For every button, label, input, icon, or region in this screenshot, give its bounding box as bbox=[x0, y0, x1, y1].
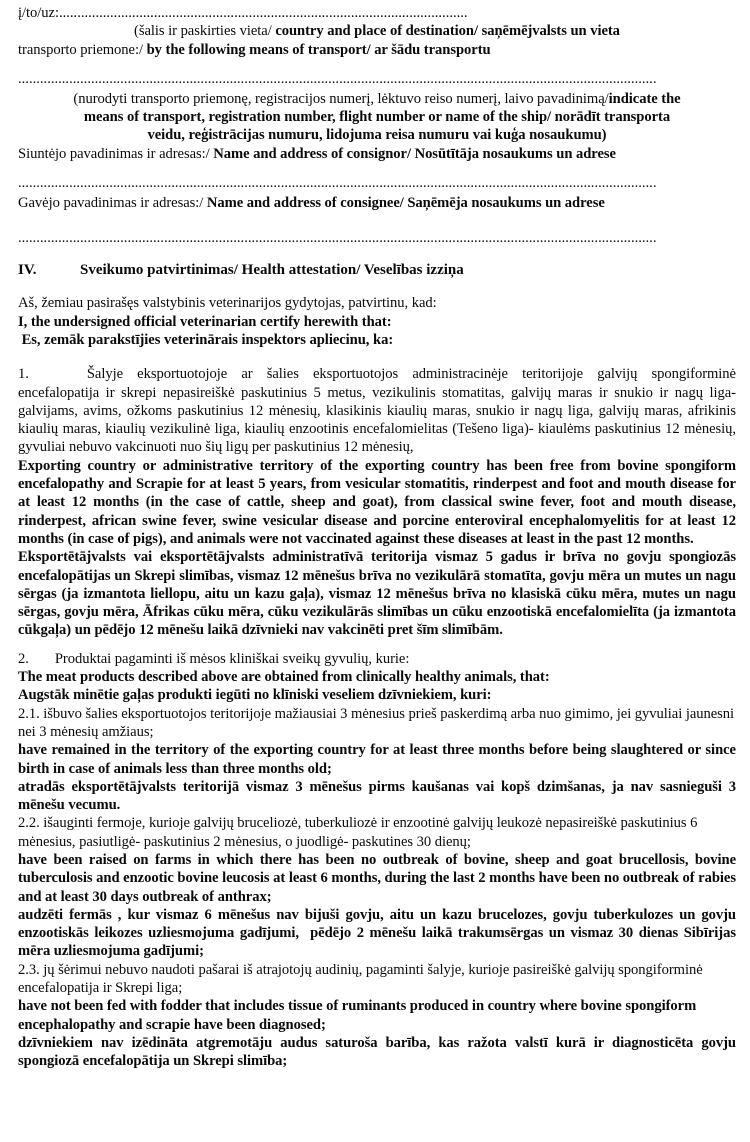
subclause-2-1-lt bbox=[18, 705, 736, 742]
clause-2-lv: Augstāk minētie gaļas produkti iegūti no klīniski veseliem dzīvniekiem, kuri: bbox=[18, 687, 492, 704]
consignor-label-en: Name and address of consignor/ Nosūtītāja nosaukums un adrese bbox=[213, 145, 616, 162]
subclause-2-3-text-lt: jų šėrimui nebuvo naudoti pašarai iš atrajotojų audinių, pagaminti šalyje, kurioje pasireiškė galvijų spongiforminė encefalopatija ir Skrepi liga; bbox=[18, 961, 707, 997]
consignee-label-lt: Gavėjo pavadinimas ir adresas:/ bbox=[18, 195, 207, 212]
destination-caption bbox=[18, 22, 736, 40]
transport-dotted-rule: ............................................................................................................................................................................... bbox=[18, 72, 657, 86]
consignee-dotted-rule: ............................................................................................................................................................................... bbox=[18, 232, 657, 246]
spacer bbox=[18, 349, 736, 365]
subclause-2-2-lt bbox=[18, 814, 736, 851]
subclause-2-3-number: 2.3. bbox=[18, 961, 40, 978]
clause-1-en: Exporting country or administrative territory of the exporting country has been free from bovine spongiform encefalopathy and Scrapie for at least 5 years, from vesicular stomatitis, rinderpest and foot and mouth disease for at least 12 months (in the case of cattle, sheep and goat), from classical swine fever, foot and mouth disease, rinderpest, african swine fever, swine vesicular disease and porcine enteroviral encephalomyelitis for at least 12 months (in case of pigs), and animals were not vaccinated against these diseases at least in the past 12 months. bbox=[18, 457, 740, 547]
spacer bbox=[18, 245, 736, 261]
to-label: į/to/uz: bbox=[18, 5, 59, 21]
subclause-2-2-number: 2.2. bbox=[18, 815, 40, 832]
consignor-dotted-rule: ............................................................................................................................................................................... bbox=[18, 177, 657, 191]
subclause-2-3-en: have not been fed with fodder that includes tissue of ruminants produced in country where bovine spongiform encephalopathy and scrapie have been diagnosed; bbox=[18, 998, 700, 1033]
to-dots: ................................................................................................................ bbox=[58, 5, 468, 21]
clause-2-text-lt: Produktai pagaminti iš mėsos kliniškai sveikų gyvulių, kurie: bbox=[54, 650, 410, 667]
section-title: Sveikumo patvirtinimas/ Health attestation/ Veselības izziņa bbox=[80, 262, 464, 279]
subclause-2-2-text-lt: išauginti fermoje, kurioje galvijų bruceliozė, tuberkuliozė ir enzootinė galvijų leukozė nepasireiškė paskutinius 6 mėnesius, pasiutligė- paskutinius 2 mėnesius, o juodligė- paskutines 30 dienų; bbox=[18, 815, 701, 850]
subclause-2-1-text-lt: išbuvo šalies eksportuotojos teritorijoje mažiausiai 3 mėnesius prieš paskerdimą arba nuo gimimo, jei gyvuliai jaunesni nei 3 mėnesių amžiaus; bbox=[18, 705, 738, 740]
subclause-2-1-number: 2.1. bbox=[18, 705, 40, 722]
consignor-line bbox=[18, 145, 736, 163]
clause-1-text-lt: Šalyje eksportuotojoje ar šalies eksportuotojos administracinėje teritorijoje galvijų spongiforminė encefalopatija ir skrepi nepasireiškė paskutinius 5 metus, vezikulinis stomatitas, galvijų maras ir snukio ir nagų liga- galvijams, avims, ožkoms paskutinius 12 mėnesių, klasikinis kiaulių maras, snukio ir nagų liga, galvijų maras, afrikinis kiaulių maras, kiaulių vezikulinė liga, kiaulių enzootinis encefalomielitas (Tešeno liga)- kiaulėms paskutinius 12 mėnesių, gyvuliai nebuvo vakcinuoti nuo šių ligų per paskutinius 12 mėnesių, bbox=[18, 366, 740, 456]
transport-note-line-1 bbox=[18, 90, 736, 108]
spacer bbox=[18, 163, 736, 177]
consignee-label-en: Name and address of consignee/ Saņēmēja nosaukums un adrese bbox=[206, 195, 605, 212]
subclause-2-3-lt bbox=[18, 961, 736, 998]
transport-note-line-2: means of transport, registration number, flight number or name of the ship/ norādīt transporta bbox=[83, 109, 671, 126]
destination-caption-lt: (šalis ir paskirties vieta/ bbox=[134, 23, 276, 40]
attestation-lt: Aš, žemiau pasirašęs valstybinis veterinarijos gydytojas, patvirtinu, kad: bbox=[18, 295, 437, 312]
subclause-2-2-en: have been raised on farms in which there has been no outbreak of bovine, sheep and goat brucellosis, bovine tuberculosis and enzootic bovine leucosis at least 6 months, during the last 2 months have been no outbreak of rabies and at least 30 days outbreak of anthrax; bbox=[18, 851, 740, 905]
spacer bbox=[18, 640, 736, 650]
spacer bbox=[18, 212, 736, 232]
destination-caption-en: country and place of destination/ saņēmējvalsts un vieta bbox=[275, 23, 620, 40]
attestation-lv: Es, zemāk parakstījies veterinārais inspektors apliecinu, ka: bbox=[18, 331, 394, 348]
transport-line bbox=[18, 41, 736, 59]
subclause-2-1-lv: atradās eksportētājvalsts teritorijā vismaz 3 mēnešus pirms kaušanas vai kopš dzimšanas, ja nav sasnieguši 3 mēnešu vecumu. bbox=[18, 778, 740, 814]
consignor-label-lt: Siuntėjo pavadinimas ir adresas:/ bbox=[18, 145, 214, 162]
clause-2-number: 2. bbox=[18, 650, 29, 667]
attestation-en: I, the undersigned official veterinarian certify herewith that: bbox=[18, 313, 392, 330]
clause-1-number: 1. bbox=[18, 366, 29, 383]
clause-2-lt bbox=[18, 650, 736, 668]
subclause-2-2-lv: audzēti fermās , kur vismaz 6 mēnešus nav bijuši govju, aitu un kazu brucelozes, govju tuberkulozes un govju enzootiskās leikozes uzliesmojuma gadījumi, pēdējo 2 mēnešu laikā trakumsērgas un vismaz 30 dienas Sibīrijas mēra uzliesmojuma gadījumi; bbox=[18, 906, 740, 960]
consignee-line bbox=[18, 194, 736, 212]
destination-line bbox=[18, 4, 736, 22]
spacer bbox=[18, 280, 736, 294]
clause-1-lt bbox=[18, 365, 740, 456]
spacer bbox=[18, 59, 736, 73]
transport-note-line-3: veidu, reģistrācijas numuru, lidojuma reisa numuru vai kuģa nosaukumu) bbox=[147, 127, 607, 144]
transport-label-en: by the following means of transport/ ar šādu transportu bbox=[146, 41, 491, 58]
document-body bbox=[18, 4, 740, 1071]
transport-note-en-tail: indicate the bbox=[608, 90, 681, 107]
transport-label-lt: transporto priemone:/ bbox=[18, 41, 147, 58]
transport-note-lt: (nurodyti transporto priemonę, registracijos numerį, lėktuvo reiso numerį, laivo pavadinimą/ bbox=[73, 90, 609, 107]
subclause-2-3-lv: dzīvniekiem nav izēdināta atgremotāju audus saturoša barība, kas ražota valstī kurā ir diagnosticēta govju spongiozā encefalopātija un Skrepi slimība; bbox=[18, 1034, 740, 1070]
clause-2-en: The meat products described above are obtained from clinically healthy animals, that: bbox=[18, 669, 550, 686]
section-heading bbox=[18, 261, 736, 280]
subclause-2-1-en: have remained in the territory of the exporting country for at least three months before being slaughtered or since birth in case of animals less than three months old; bbox=[18, 742, 740, 777]
clause-1-lv: Eksportētājvalsts vai eksportētājvalsts administratīvā teritorija vismaz 5 gadus ir brīva no govju spongiozās encefalopātijas un Skrepi slimības, vismaz 12 mēnešus brīva no vezikulārā stomatīta, govju mēra un mutes un nagu sērgas (ja izmantota liellopu, aitu un kazu gaļa), vismaz 12 mēnešus brīva no klasiskā cūku mēra, mutes un nagu sērgas, govju mēra, Āfrikas cūku mēra, cūku vezikulārās slimības un cūku enzootiskā encefalomielīta (ja izmantota cūkgaļa) un pēdējo 12 mēnešu laikā dzīvnieki nav vakcinēti pret šīm slimībām. bbox=[18, 549, 740, 639]
section-number: IV. bbox=[18, 262, 37, 279]
